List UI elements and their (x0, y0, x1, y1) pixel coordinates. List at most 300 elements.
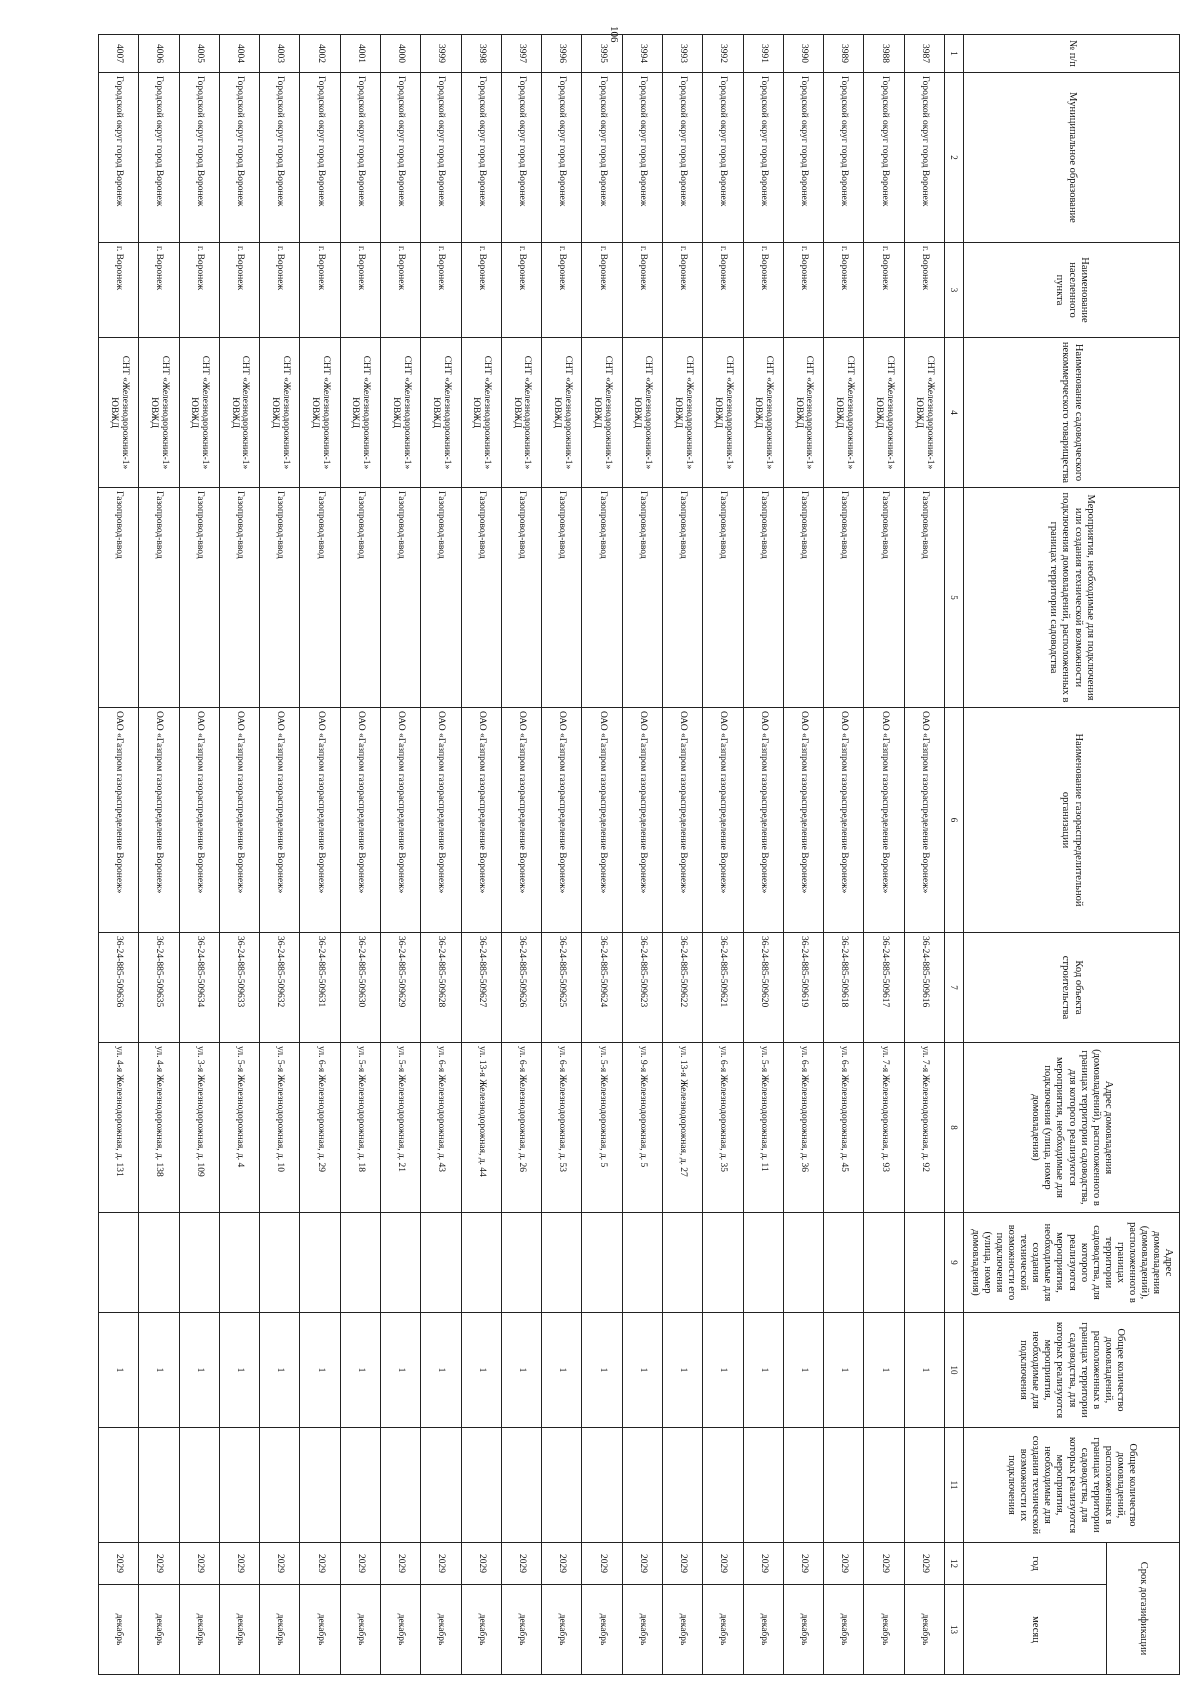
year-cell: 2029 (904, 1543, 944, 1585)
measure-cell: Газопровод-ввод (461, 488, 501, 708)
measure-cell: Газопровод-ввод (864, 488, 904, 708)
object-code-cell: 36-24-885-509636 (99, 933, 139, 1043)
gas-org-cell: ОАО «Газпром газораспределение Воронеж» (783, 708, 823, 933)
gas-org-cell: ОАО «Газпром газораспределение Воронеж» (582, 708, 622, 933)
year-cell: 2029 (461, 1543, 501, 1585)
table-row (461, 35, 501, 1675)
month-cell: декабрь (582, 1585, 622, 1675)
count-cell: 1 (421, 1313, 461, 1428)
municipality-cell: Городской округ город Воронеж (139, 73, 179, 243)
measure-cell: Газопровод-ввод (219, 488, 259, 708)
count-capability-cell (501, 1428, 541, 1543)
count-cell: 1 (139, 1313, 179, 1428)
month-cell: декабрь (663, 1585, 703, 1675)
address-cell: ул. 6-я Железнодорожная, д. 43 (421, 1043, 461, 1213)
column-number: 5 (945, 488, 964, 708)
settlement-cell: г. Воронеж (381, 243, 421, 338)
month-cell: декабрь (219, 1585, 259, 1675)
year-cell: 2029 (139, 1543, 179, 1585)
table-row (783, 35, 823, 1675)
year-cell: 2029 (99, 1543, 139, 1585)
year-cell: 2029 (501, 1543, 541, 1585)
settlement-cell: г. Воронеж (139, 243, 179, 338)
table-row (582, 35, 622, 1675)
address-capability-cell (300, 1213, 340, 1313)
count-capability-cell (260, 1428, 300, 1543)
municipality-cell: Городской округ город Воронеж (904, 73, 944, 243)
address-capability-cell (582, 1213, 622, 1313)
count-capability-cell (824, 1428, 864, 1543)
month-cell: декабрь (501, 1585, 541, 1675)
gas-org-cell: ОАО «Газпром газораспределение Воронеж» (904, 708, 944, 933)
settlement-cell: г. Воронеж (501, 243, 541, 338)
municipality-cell: Городской округ город Воронеж (703, 73, 743, 243)
header-municipality: Муниципальное образование (964, 73, 1180, 243)
year-cell: 2029 (783, 1543, 823, 1585)
address-cell: ул. 6-я Железнодорожная, д. 26 (501, 1043, 541, 1213)
count-capability-cell (864, 1428, 904, 1543)
partnership-cell: СНТ «Железнодорожник-1» ЮВЖД (783, 338, 823, 488)
partnership-cell: СНТ «Железнодорожник-1» ЮВЖД (139, 338, 179, 488)
settlement-cell: г. Воронеж (340, 243, 380, 338)
gas-org-cell: ОАО «Газпром газораспределение Воронеж» (179, 708, 219, 933)
header-measures: Мероприятия, необходимые для подключения или создания технической возможности подключения домовладений, расположенных в границах территории садоводства (964, 488, 1180, 708)
object-code-cell: 36-24-885-509622 (663, 933, 703, 1043)
partnership-cell: СНТ «Железнодорожник-1» ЮВЖД (501, 338, 541, 488)
object-code-cell: 36-24-885-509620 (743, 933, 783, 1043)
row-number: 3988 (864, 35, 904, 73)
address-cell: ул. 7-я Железнодорожная, д. 92 (904, 1043, 944, 1213)
month-cell: декабрь (381, 1585, 421, 1675)
address-cell: ул. 5-я Железнодорожная, д. 5 (582, 1043, 622, 1213)
gas-org-cell: ОАО «Газпром газораспределение Воронеж» (663, 708, 703, 933)
settlement-cell: г. Воронеж (582, 243, 622, 338)
address-capability-cell (663, 1213, 703, 1313)
month-cell: декабрь (99, 1585, 139, 1675)
address-cell: ул. 5-я Железнодорожная, д. 10 (260, 1043, 300, 1213)
table-row (300, 35, 340, 1675)
gas-org-cell: ОАО «Газпром газораспределение Воронеж» (824, 708, 864, 933)
measure-cell: Газопровод-ввод (542, 488, 582, 708)
address-capability-cell (99, 1213, 139, 1313)
municipality-cell: Городской округ город Воронеж (622, 73, 662, 243)
count-cell: 1 (219, 1313, 259, 1428)
partnership-cell: СНТ «Железнодорожник-1» ЮВЖД (864, 338, 904, 488)
count-capability-cell (783, 1428, 823, 1543)
address-cell: ул. 6-я Железнодорожная, д. 36 (783, 1043, 823, 1213)
municipality-cell: Городской округ город Воронеж (260, 73, 300, 243)
table-row (179, 35, 219, 1675)
year-cell: 2029 (743, 1543, 783, 1585)
row-number: 3990 (783, 35, 823, 73)
month-cell: декабрь (904, 1585, 944, 1675)
table-row (864, 35, 904, 1675)
row-number: 3998 (461, 35, 501, 73)
settlement-cell: г. Воронеж (783, 243, 823, 338)
object-code-cell: 36-24-885-509621 (703, 933, 743, 1043)
partnership-cell: СНТ «Железнодорожник-1» ЮВЖД (300, 338, 340, 488)
header-address-capability: Адрес домовладения (домовладений), расположенного в границах территории садоводства, для которого реализуются мероприятия, необходимые для создания технической возможности его подключения (улица, номер домовладения) (964, 1213, 1180, 1313)
partnership-cell: СНТ «Железнодорожник-1» ЮВЖД (622, 338, 662, 488)
count-capability-cell (582, 1428, 622, 1543)
gas-org-cell: ОАО «Газпром газораспределение Воронеж» (260, 708, 300, 933)
count-capability-cell (179, 1428, 219, 1543)
table-row (622, 35, 662, 1675)
address-cell: ул. 9-я Железнодорожная, д. 5 (622, 1043, 662, 1213)
object-code-cell: 36-24-885-509635 (139, 933, 179, 1043)
row-number: 4005 (179, 35, 219, 73)
address-capability-cell (340, 1213, 380, 1313)
measure-cell: Газопровод-ввод (904, 488, 944, 708)
row-number: 4001 (340, 35, 380, 73)
count-cell: 1 (743, 1313, 783, 1428)
table-row (381, 35, 421, 1675)
address-capability-cell (703, 1213, 743, 1313)
header-month: месяц (964, 1585, 1107, 1675)
gas-org-cell: ОАО «Газпром газораспределение Воронеж» (703, 708, 743, 933)
gasification-table-sheet (98, 34, 1180, 1674)
address-capability-cell (219, 1213, 259, 1313)
header-partnership: Наименование садоводческого некоммерческого товарищества (964, 338, 1180, 488)
column-number-row (945, 35, 964, 1675)
settlement-cell: г. Воронеж (300, 243, 340, 338)
table-row (501, 35, 541, 1675)
month-cell: декабрь (743, 1585, 783, 1675)
table-row (743, 35, 783, 1675)
header-deadline: Срок догазификации (1107, 1543, 1180, 1675)
object-code-cell: 36-24-885-509629 (381, 933, 421, 1043)
settlement-cell: г. Воронеж (622, 243, 662, 338)
measure-cell: Газопровод-ввод (501, 488, 541, 708)
row-number: 3994 (622, 35, 662, 73)
address-cell: ул. 5-я Железнодорожная, д. 11 (743, 1043, 783, 1213)
measure-cell: Газопровод-ввод (743, 488, 783, 708)
table-row (219, 35, 259, 1675)
settlement-cell: г. Воронеж (864, 243, 904, 338)
year-cell: 2029 (381, 1543, 421, 1585)
header-num: № п/п (964, 35, 1180, 73)
address-cell: ул. 5-я Железнодорожная, д. 18 (340, 1043, 380, 1213)
count-capability-cell (300, 1428, 340, 1543)
address-cell: ул. 6-я Железнодорожная, д. 45 (824, 1043, 864, 1213)
municipality-cell: Городской округ город Воронеж (219, 73, 259, 243)
settlement-cell: г. Воронеж (703, 243, 743, 338)
object-code-cell: 36-24-885-509624 (582, 933, 622, 1043)
partnership-cell: СНТ «Железнодорожник-1» ЮВЖД (582, 338, 622, 488)
address-capability-cell (381, 1213, 421, 1313)
measure-cell: Газопровод-ввод (582, 488, 622, 708)
row-number: 3992 (703, 35, 743, 73)
row-number: 3989 (824, 35, 864, 73)
municipality-cell: Городской округ город Воронеж (501, 73, 541, 243)
month-cell: декабрь (783, 1585, 823, 1675)
count-cell: 1 (260, 1313, 300, 1428)
partnership-cell: СНТ «Железнодорожник-1» ЮВЖД (421, 338, 461, 488)
object-code-cell: 36-24-885-509632 (260, 933, 300, 1043)
measure-cell: Газопровод-ввод (300, 488, 340, 708)
municipality-cell: Городской округ город Воронеж (542, 73, 582, 243)
municipality-cell: Городской округ город Воронеж (783, 73, 823, 243)
partnership-cell: СНТ «Железнодорожник-1» ЮВЖД (461, 338, 501, 488)
count-cell: 1 (622, 1313, 662, 1428)
object-code-cell: 36-24-885-509633 (219, 933, 259, 1043)
table-row (260, 35, 300, 1675)
row-number: 3987 (904, 35, 944, 73)
address-cell: ул. 4-я Железнодорожная, д. 131 (99, 1043, 139, 1213)
table-row (340, 35, 380, 1675)
municipality-cell: Городской округ город Воронеж (864, 73, 904, 243)
object-code-cell: 36-24-885-509630 (340, 933, 380, 1043)
month-cell: декабрь (340, 1585, 380, 1675)
count-capability-cell (99, 1428, 139, 1543)
address-cell: ул. 5-я Железнодорожная, д. 21 (381, 1043, 421, 1213)
count-cell: 1 (501, 1313, 541, 1428)
address-cell: ул. 4-я Железнодорожная, д. 138 (139, 1043, 179, 1213)
month-cell: декабрь (864, 1585, 904, 1675)
row-number: 3999 (421, 35, 461, 73)
column-number: 8 (945, 1043, 964, 1213)
row-number: 4000 (381, 35, 421, 73)
address-capability-cell (139, 1213, 179, 1313)
measure-cell: Газопровод-ввод (663, 488, 703, 708)
year-cell: 2029 (864, 1543, 904, 1585)
gas-org-cell: ОАО «Газпром газораспределение Воронеж» (300, 708, 340, 933)
address-cell: ул. 6-я Железнодорожная, д. 53 (542, 1043, 582, 1213)
year-cell: 2029 (219, 1543, 259, 1585)
month-cell: декабрь (421, 1585, 461, 1675)
address-cell: ул. 3-я Железнодорожная, д. 109 (179, 1043, 219, 1213)
address-capability-cell (421, 1213, 461, 1313)
year-cell: 2029 (421, 1543, 461, 1585)
partnership-cell: СНТ «Железнодорожник-1» ЮВЖД (904, 338, 944, 488)
gas-org-cell: ОАО «Газпром газораспределение Воронеж» (219, 708, 259, 933)
settlement-cell: г. Воронеж (99, 243, 139, 338)
municipality-cell: Городской округ город Воронеж (824, 73, 864, 243)
settlement-cell: г. Воронеж (904, 243, 944, 338)
measure-cell: Газопровод-ввод (703, 488, 743, 708)
count-capability-cell (461, 1428, 501, 1543)
address-capability-cell (783, 1213, 823, 1313)
row-number: 3996 (542, 35, 582, 73)
municipality-cell: Городской округ город Воронеж (340, 73, 380, 243)
count-capability-cell (421, 1428, 461, 1543)
address-cell: ул. 13-я Железнодорожная, д. 44 (461, 1043, 501, 1213)
measure-cell: Газопровод-ввод (139, 488, 179, 708)
address-capability-cell (260, 1213, 300, 1313)
settlement-cell: г. Воронеж (461, 243, 501, 338)
municipality-cell: Городской округ город Воронеж (300, 73, 340, 243)
address-capability-cell (864, 1213, 904, 1313)
header-count-connection: Общее количество домовладений, расположенных в границах территории садоводства, для которых реализуются мероприятия, необходимые для подключения (964, 1313, 1180, 1428)
column-number: 13 (945, 1585, 964, 1675)
year-cell: 2029 (179, 1543, 219, 1585)
column-number: 1 (945, 35, 964, 73)
object-code-cell: 36-24-885-509625 (542, 933, 582, 1043)
column-number: 6 (945, 708, 964, 933)
gas-org-cell: ОАО «Газпром газораспределение Воронеж» (381, 708, 421, 933)
gas-org-cell: ОАО «Газпром газораспределение Воронеж» (622, 708, 662, 933)
count-cell: 1 (703, 1313, 743, 1428)
count-cell: 1 (99, 1313, 139, 1428)
object-code-cell: 36-24-885-509619 (783, 933, 823, 1043)
settlement-cell: г. Воронеж (824, 243, 864, 338)
year-cell: 2029 (542, 1543, 582, 1585)
gas-org-cell: ОАО «Газпром газораспределение Воронеж» (743, 708, 783, 933)
object-code-cell: 36-24-885-509618 (824, 933, 864, 1043)
partnership-cell: СНТ «Железнодорожник-1» ЮВЖД (179, 338, 219, 488)
month-cell: декабрь (824, 1585, 864, 1675)
partnership-cell: СНТ «Железнодорожник-1» ЮВЖД (663, 338, 703, 488)
partnership-cell: СНТ «Железнодорожник-1» ЮВЖД (703, 338, 743, 488)
year-cell: 2029 (300, 1543, 340, 1585)
count-capability-cell (703, 1428, 743, 1543)
year-cell: 2029 (622, 1543, 662, 1585)
month-cell: декабрь (139, 1585, 179, 1675)
count-cell: 1 (824, 1313, 864, 1428)
municipality-cell: Городской округ город Воронеж (582, 73, 622, 243)
address-capability-cell (622, 1213, 662, 1313)
header-row (1107, 35, 1180, 1675)
settlement-cell: г. Воронеж (663, 243, 703, 338)
count-capability-cell (904, 1428, 944, 1543)
measure-cell: Газопровод-ввод (381, 488, 421, 708)
settlement-cell: г. Воронеж (179, 243, 219, 338)
row-number: 3997 (501, 35, 541, 73)
count-capability-cell (663, 1428, 703, 1543)
gas-org-cell: ОАО «Газпром газораспределение Воронеж» (139, 708, 179, 933)
object-code-cell: 36-24-885-509634 (179, 933, 219, 1043)
month-cell: декабрь (542, 1585, 582, 1675)
count-cell: 1 (582, 1313, 622, 1428)
month-cell: декабрь (179, 1585, 219, 1675)
partnership-cell: СНТ «Железнодорожник-1» ЮВЖД (99, 338, 139, 488)
table-row (542, 35, 582, 1675)
object-code-cell: 36-24-885-509626 (501, 933, 541, 1043)
table-row (421, 35, 461, 1675)
object-code-cell: 36-24-885-509617 (864, 933, 904, 1043)
year-cell: 2029 (703, 1543, 743, 1585)
settlement-cell: г. Воронеж (421, 243, 461, 338)
header-object-code: Код объекта строительства (964, 933, 1180, 1043)
partnership-cell: СНТ «Железнодорожник-1» ЮВЖД (743, 338, 783, 488)
partnership-cell: СНТ «Железнодорожник-1» ЮВЖД (219, 338, 259, 488)
settlement-cell: г. Воронеж (260, 243, 300, 338)
address-capability-cell (904, 1213, 944, 1313)
month-cell: декабрь (622, 1585, 662, 1675)
table-row (703, 35, 743, 1675)
year-cell: 2029 (340, 1543, 380, 1585)
gas-org-cell: ОАО «Газпром газораспределение Воронеж» (421, 708, 461, 933)
object-code-cell: 36-24-885-509631 (300, 933, 340, 1043)
header-settlement: Наименование населенного пункта (964, 243, 1180, 338)
partnership-cell: СНТ «Железнодорожник-1» ЮВЖД (381, 338, 421, 488)
address-cell: ул. 6-я Железнодорожная, д. 29 (300, 1043, 340, 1213)
column-number: 9 (945, 1213, 964, 1313)
row-number: 4007 (99, 35, 139, 73)
settlement-cell: г. Воронеж (219, 243, 259, 338)
measure-cell: Газопровод-ввод (99, 488, 139, 708)
column-number: 11 (945, 1428, 964, 1543)
month-cell: декабрь (300, 1585, 340, 1675)
partnership-cell: СНТ «Железнодорожник-1» ЮВЖД (824, 338, 864, 488)
measure-cell: Газопровод-ввод (824, 488, 864, 708)
count-cell: 1 (340, 1313, 380, 1428)
count-capability-cell (743, 1428, 783, 1543)
month-cell: декабрь (703, 1585, 743, 1675)
count-cell: 1 (904, 1313, 944, 1428)
count-cell: 1 (179, 1313, 219, 1428)
row-number: 4003 (260, 35, 300, 73)
municipality-cell: Городской округ город Воронеж (179, 73, 219, 243)
address-cell: ул. 7-я Железнодорожная, д. 93 (864, 1043, 904, 1213)
object-code-cell: 36-24-885-509628 (421, 933, 461, 1043)
municipality-cell: Городской округ город Воронеж (381, 73, 421, 243)
year-cell: 2029 (824, 1543, 864, 1585)
measure-cell: Газопровод-ввод (340, 488, 380, 708)
table-row (824, 35, 864, 1675)
table-row (904, 35, 944, 1675)
column-number: 10 (945, 1313, 964, 1428)
month-cell: декабрь (461, 1585, 501, 1675)
header-count-capability: Общее количество домовладений, расположенных в границах территории садоводства, для которых реализуются мероприятия, необходимые для создания технической возможности их подключения (964, 1428, 1180, 1543)
address-cell: ул. 13-я Железнодорожная, д. 27 (663, 1043, 703, 1213)
address-capability-cell (461, 1213, 501, 1313)
count-capability-cell (542, 1428, 582, 1543)
gas-org-cell: ОАО «Газпром газораспределение Воронеж» (542, 708, 582, 933)
municipality-cell: Городской округ город Воронеж (421, 73, 461, 243)
settlement-cell: г. Воронеж (542, 243, 582, 338)
page-number: 106 (608, 26, 620, 43)
municipality-cell: Городской округ город Воронеж (99, 73, 139, 243)
object-code-cell: 36-24-885-509623 (622, 933, 662, 1043)
row-number: 4004 (219, 35, 259, 73)
address-capability-cell (542, 1213, 582, 1313)
count-capability-cell (381, 1428, 421, 1543)
object-code-cell: 36-24-885-509616 (904, 933, 944, 1043)
table-body (99, 35, 945, 1675)
measure-cell: Газопровод-ввод (179, 488, 219, 708)
year-cell: 2029 (582, 1543, 622, 1585)
measure-cell: Газопровод-ввод (260, 488, 300, 708)
address-capability-cell (743, 1213, 783, 1313)
gas-org-cell: ОАО «Газпром газораспределение Воронеж» (99, 708, 139, 933)
partnership-cell: СНТ «Железнодорожник-1» ЮВЖД (340, 338, 380, 488)
municipality-cell: Городской округ город Воронеж (743, 73, 783, 243)
address-cell: ул. 6-я Железнодорожная, д. 35 (703, 1043, 743, 1213)
count-cell: 1 (663, 1313, 703, 1428)
column-number: 2 (945, 73, 964, 243)
count-capability-cell (139, 1428, 179, 1543)
address-capability-cell (179, 1213, 219, 1313)
header-gas-org: Наименование газораспределительной организации (964, 708, 1180, 933)
column-number: 4 (945, 338, 964, 488)
gas-org-cell: ОАО «Газпром газораспределение Воронеж» (461, 708, 501, 933)
header-year: год (964, 1543, 1107, 1585)
row-number: 3993 (663, 35, 703, 73)
gasification-table (98, 34, 1180, 1675)
municipality-cell: Городской округ город Воронеж (461, 73, 501, 243)
gas-org-cell: ОАО «Газпром газораспределение Воронеж» (864, 708, 904, 933)
row-number: 3991 (743, 35, 783, 73)
partnership-cell: СНТ «Железнодорожник-1» ЮВЖД (260, 338, 300, 488)
count-cell: 1 (864, 1313, 904, 1428)
count-cell: 1 (381, 1313, 421, 1428)
month-cell: декабрь (260, 1585, 300, 1675)
count-cell: 1 (461, 1313, 501, 1428)
count-capability-cell (219, 1428, 259, 1543)
municipality-cell: Городской округ город Воронеж (663, 73, 703, 243)
measure-cell: Газопровод-ввод (622, 488, 662, 708)
